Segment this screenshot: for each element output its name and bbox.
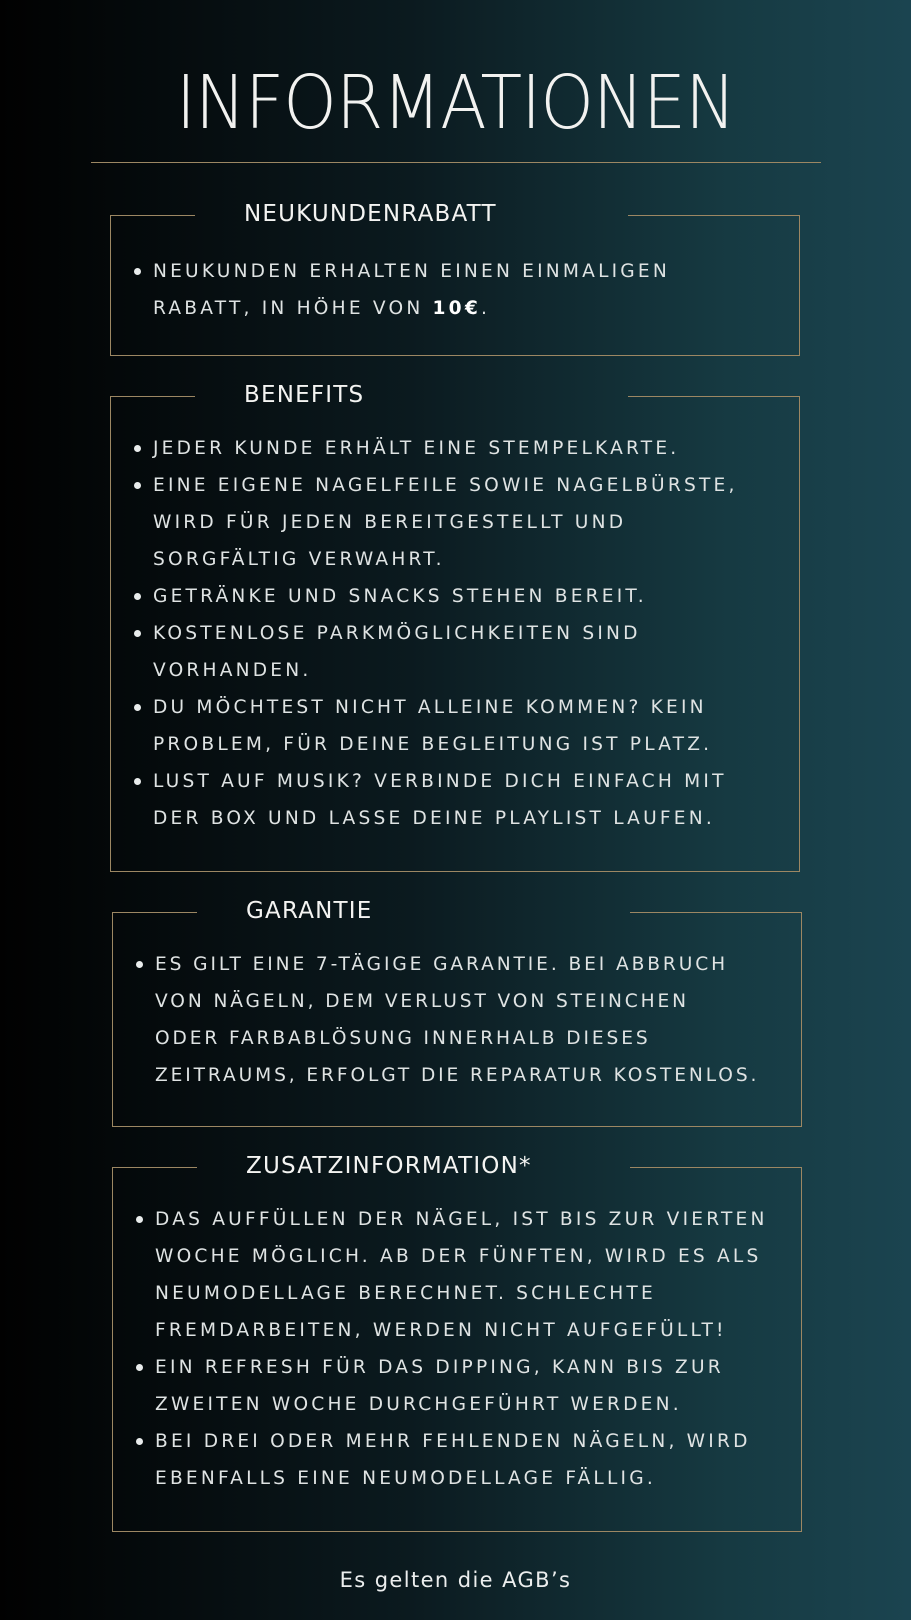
list-item: DU MÖCHTEST NICHT ALLEINE KOMMEN? KEIN PROBLEM, FÜR DEINE BEGLEITUNG IST PLATZ. [110,689,800,763]
section-title: NEUKUNDENRABATT [244,201,497,227]
section-title: ZUSATZINFORMATION* [246,1153,532,1179]
section-garantie [112,898,802,1127]
title-divider [91,162,821,163]
list-item: GETRÄNKE UND SNACKS STEHEN BEREIT. [110,578,800,615]
list-item: KOSTENLOSE PARKMÖGLICHKEITEN SIND VORHANDEN. [110,615,800,689]
section-list [110,253,800,327]
section-list [112,946,810,1094]
footer-note: Es gelten die AGB’s [339,1568,572,1592]
section-neukundenrabatt [110,201,800,356]
list-item: EINE EIGENE NAGELFEILE SOWIE NAGELBÜRSTE, WIRD FÜR JEDEN BEREITGESTELLT UND SORGFÄLTIG VERWAHRT. [110,467,800,578]
section-zusatzinformation [112,1153,802,1532]
section-benefits [110,382,800,872]
list-item: NEUKUNDEN ERHALTEN EINEN EINMALIGEN RABATT, IN HÖHE VON 10€. [110,253,800,327]
list-item: EIN REFRESH FÜR DAS DIPPING, KANN BIS ZUR ZWEITEN WOCHE DURCHGEFÜHRT WERDEN. [112,1349,802,1423]
page-title: INFORMATIONEN [175,60,736,146]
list-item: ES GILT EINE 7-TÄGIGE GARANTIE. BEI ABBRUCH VON NÄGELN, DEM VERLUST VON STEINCHEN ODER FARBABLÖSUNG INNERHALB DIESES ZEITRAUMS, ERFOLGT DIE REPARATUR KOSTENLOS. [112,946,810,1094]
list-item: JEDER KUNDE ERHÄLT EINE STEMPELKARTE. [110,430,800,467]
list-item: BEI DREI ODER MEHR FEHLENDEN NÄGELN, WIRD EBENFALLS EINE NEUMODELLAGE FÄLLIG. [112,1423,802,1497]
section-list [110,430,800,837]
section-title: BENEFITS [244,382,365,408]
section-title: GARANTIE [246,898,373,924]
section-list [112,1201,802,1497]
list-item: LUST AUF MUSIK? VERBINDE DICH EINFACH MIT DER BOX UND LASSE DEINE PLAYLIST LAUFEN. [110,763,800,837]
discount-amount: 10€ [432,298,481,319]
list-item: DAS AUFFÜLLEN DER NÄGEL, IST BIS ZUR VIERTEN WOCHE MÖGLICH. AB DER FÜNFTEN, WIRD ES ALS NEUMODELLAGE BERECHNET. SCHLECHTE FREMDARBEITEN, WERDEN NICHT AUFGEFÜLLT! [112,1201,802,1349]
